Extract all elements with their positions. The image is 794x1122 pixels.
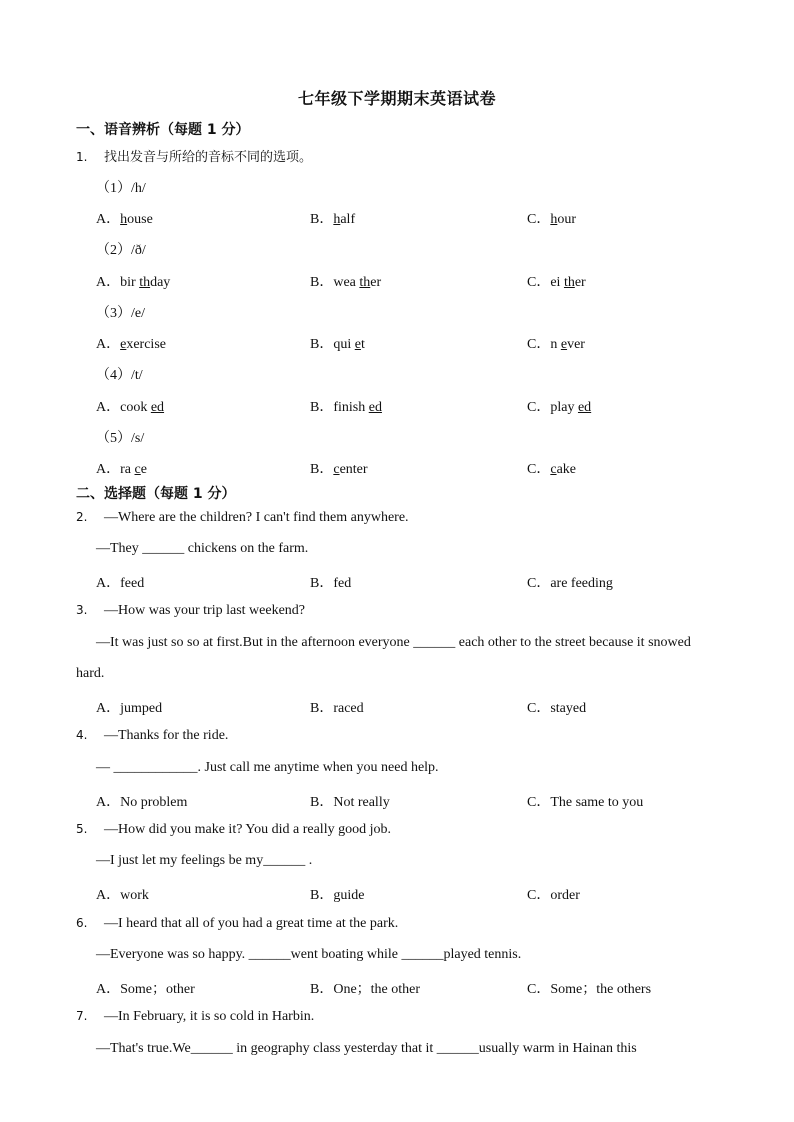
option-b: B．raced <box>310 701 364 716</box>
question-number: 2. <box>76 510 88 524</box>
option-c: C．ei ther <box>527 275 586 290</box>
option-c: C．Some；the others <box>527 982 652 997</box>
option-b: B．Not really <box>310 795 390 810</box>
question-3: 3. —How was your trip last weekend? <box>76 603 306 618</box>
option-c: C．cake <box>527 462 576 477</box>
option-b: B．qui et <box>310 337 365 352</box>
option-a: A．exercise <box>96 337 166 352</box>
question-text: —Everyone was so happy. ______went boating while ______played tennis. <box>96 947 522 962</box>
option-b: B．guide <box>310 888 365 903</box>
option-a: A．jumped <box>96 701 163 716</box>
phonetic-group-label: （5）/s/ <box>96 431 145 446</box>
question-number: 1. <box>76 150 88 164</box>
question-text: —That's true.We______ in geography class yesterday that it ______usually warm in Hainan this <box>96 1041 637 1056</box>
question-number: 6. <box>76 916 88 930</box>
question-text: —I just let my feelings be my______ . <box>96 853 313 868</box>
question-text: —They ______ chickens on the farm. <box>96 541 309 556</box>
option-c: C．order <box>527 888 580 903</box>
option-c: C．The same to you <box>527 795 644 810</box>
option-c: C．are feeding <box>527 576 613 591</box>
option-b: B．half <box>310 212 356 227</box>
option-a: A．bir thday <box>96 275 171 290</box>
section-heading-phonetics: 一、语音辨析（每题 1 分） <box>76 122 250 138</box>
question-number: 7. <box>76 1009 88 1023</box>
question-1 <box>76 146 312 166</box>
option-a: A．feed <box>96 576 145 591</box>
question-2: 2. —Where are the children? I can't find them anywhere. <box>76 510 409 525</box>
option-b: B．center <box>310 462 368 477</box>
phonetic-group-label: （1）/h/ <box>96 181 146 196</box>
question-7: 7. —In February, it is so cold in Harbin. <box>76 1009 315 1024</box>
question-6: 6. —I heard that all of you had a great time at the park. <box>76 916 399 931</box>
option-b: B．finish ed <box>310 400 382 415</box>
phonetic-group-label: （3）/e/ <box>96 306 145 321</box>
question-text: — ____________. Just call me anytime when you need help. <box>96 760 439 775</box>
option-b: B．One；the other <box>310 982 421 997</box>
option-c: C．stayed <box>527 701 587 716</box>
option-c: C．n ever <box>527 337 585 352</box>
question-5: 5. —How did you make it? You did a really good job. <box>76 822 391 837</box>
section-heading-multiple-choice: 二、选择题（每题 1 分） <box>76 486 236 502</box>
question-text: —It was just so so at first.But in the afternoon everyone ______ each other to the street because it snowed <box>96 635 691 650</box>
option-a: A．Some；other <box>96 982 195 997</box>
phonetic-group-label: （4）/t/ <box>96 368 143 383</box>
option-b: B．fed <box>310 576 352 591</box>
question-number: 5. <box>76 822 88 836</box>
page-title: 七年级下学期期末英语试卷 <box>297 89 496 108</box>
question-text: hard. <box>76 666 105 681</box>
option-a: A．ra ce <box>96 462 147 477</box>
option-a: A．work <box>96 888 149 903</box>
option-c: C．hour <box>527 212 577 227</box>
question-number: 3. <box>76 603 88 617</box>
phonetic-group-label: （2）/ð/ <box>96 243 146 258</box>
option-c: C．play ed <box>527 400 592 415</box>
option-b: B．wea ther <box>310 275 382 290</box>
option-a: A．No problem <box>96 795 188 810</box>
question-number: 4. <box>76 728 88 742</box>
option-a: A．cook ed <box>96 400 165 415</box>
question-4: 4. —Thanks for the ride. <box>76 728 229 743</box>
question-stem: 找出发音与所给的音标不同的选项。 <box>104 150 313 165</box>
option-a: A．house <box>96 212 153 227</box>
